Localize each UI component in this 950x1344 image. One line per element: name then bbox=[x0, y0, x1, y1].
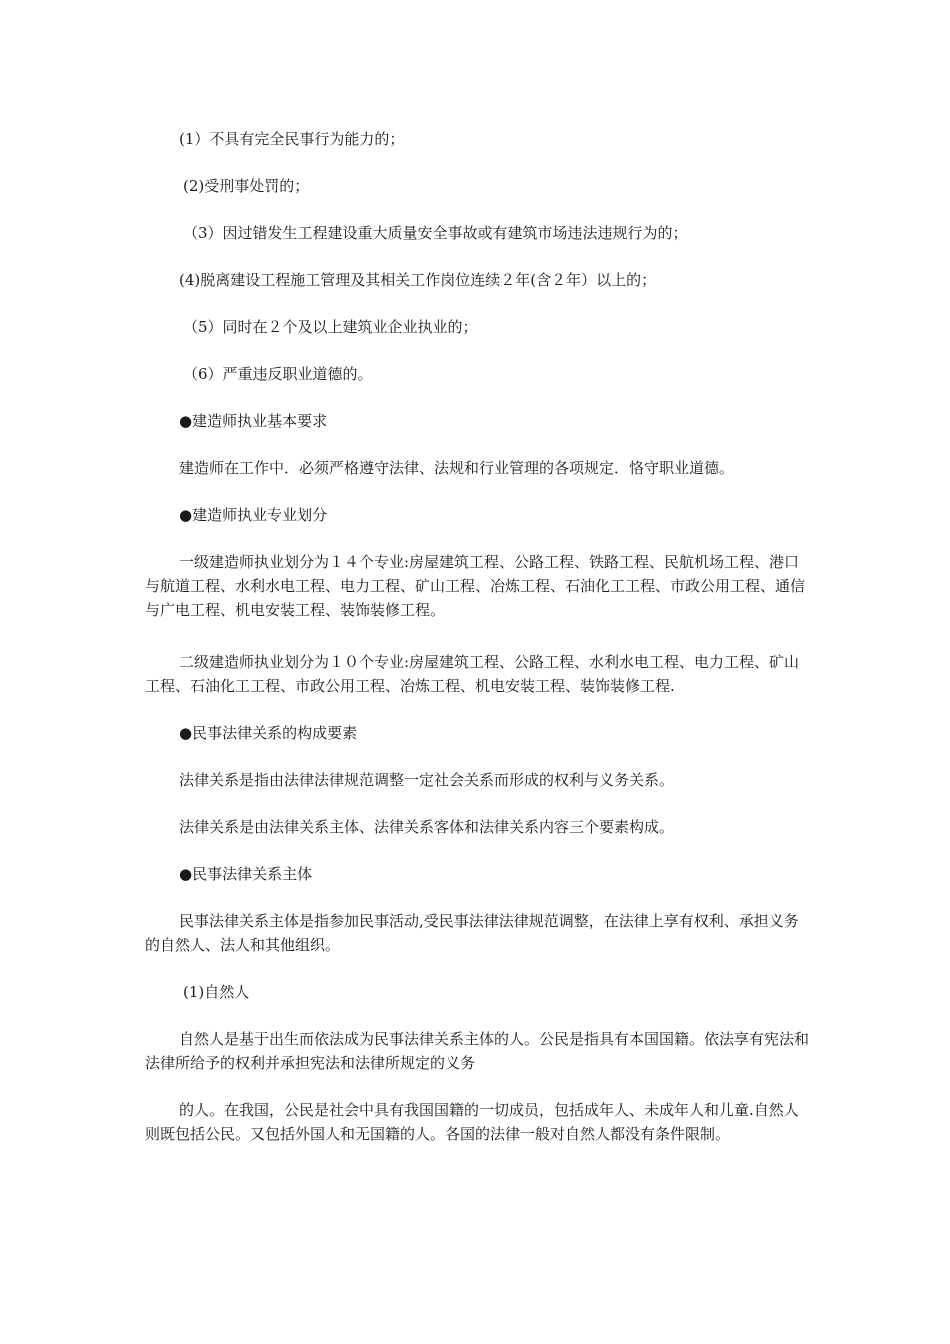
item-3: （3）因过错发生工程建设重大质量安全事故或有建筑市场违法违规行为的； bbox=[183, 224, 688, 242]
paragraph: 一级建造师执业划分为１４个专业:房屋建筑工程、公路工程、铁路工程、民航机场工程、港口与航道工程、水利水电工程、电力工程、矿山工程、冶炼工程、石油化工工程、市政公用工程、通信与广电工程、机电安装工程、装饰装修工程。 bbox=[145, 553, 806, 619]
paragraph: 二级建造师执业划分为１０个专业:房屋建筑工程、公路工程、水利水电工程、电力工程、矿山工程、石油化工工程、市政公用工程、冶炼工程、机电安装工程、装饰装修工程. bbox=[145, 653, 800, 695]
item-4: (4)脱离建设工程施工管理及其相关工作岗位连续２年(含２年）以上的； bbox=[179, 271, 657, 289]
section-heading: ●建造师执业专业划分 bbox=[179, 506, 328, 524]
paragraph: 建造师在工作中．必须严格遵守法律、法规和行业管理的各项规定．恪守职业道德。 bbox=[179, 459, 735, 477]
section-heading: ●建造师执业基本要求 bbox=[179, 412, 328, 430]
paragraph: 的人。在我国，公民是社会中具有我国国籍的一切成员，包括成年人、未成年人和儿童.自然人则既包括公民。又包括外国人和无国籍的人。各国的法律一般对自然人都没有条件限制。 bbox=[145, 1101, 799, 1143]
subheading: (1)自然人 bbox=[183, 983, 250, 1001]
item-5: （5）同时在２个及以上建筑业企业执业的； bbox=[183, 318, 478, 336]
item-2: (2)受刑事处罚的； bbox=[183, 177, 310, 195]
item-1: (1）不具有完全民事行为能力的； bbox=[179, 130, 405, 148]
section-heading: ●民事法律关系的构成要素 bbox=[179, 724, 358, 742]
paragraph: 民事法律关系主体是指参加民事活动,受民事法律法律规范调整，在法律上享有权利、承担义务的自然人、法人和其他组织。 bbox=[145, 912, 799, 954]
section-heading: ●民事法律关系主体 bbox=[179, 865, 313, 883]
item-6: （6）严重违反职业道德的。 bbox=[183, 365, 373, 383]
paragraph: 法律关系是指由法律法律规范调整一定社会关系而形成的权利与义务关系。 bbox=[179, 771, 675, 789]
paragraph: 自然人是基于出生而依法成为民事法律关系主体的人。公民是指具有本国国籍。依法享有宪法和法律所给予的权利并承担宪法和法律所规定的义务 bbox=[145, 1030, 810, 1072]
paragraph: 法律关系是由法律关系主体、法律关系客体和法律关系内容三个要素构成。 bbox=[179, 818, 675, 836]
